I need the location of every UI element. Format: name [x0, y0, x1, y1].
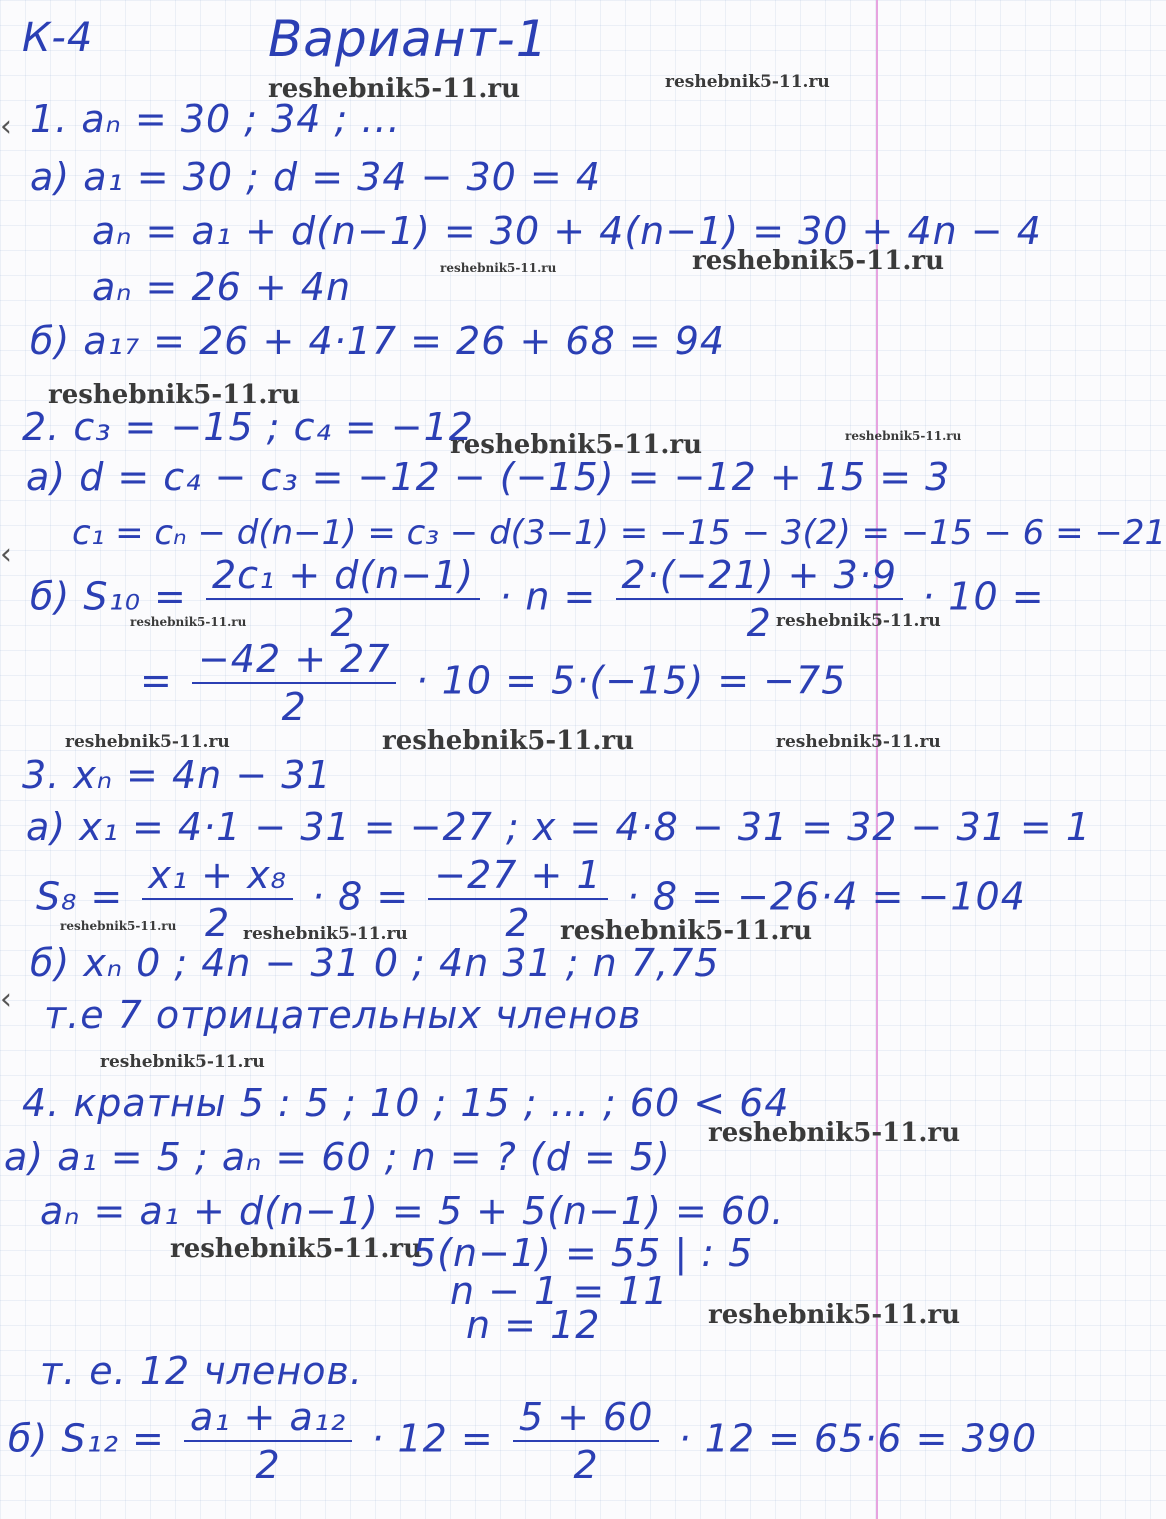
sum-formula-fraction [206, 553, 480, 645]
watermark: reshebnik5-11.ru [708, 1300, 961, 1330]
fraction-numerator: −42 + 27 [192, 640, 397, 684]
fraction-denominator: 2 [281, 685, 307, 729]
task4-line4: 5(n−1) = 55 | : 5 [412, 1231, 754, 1275]
fraction-numerator: −27 + 1 [428, 856, 607, 900]
watermark: reshebnik5-11.ru [382, 726, 635, 756]
task3-line4: б) xₙ 0 ; 4n − 31 0 ; 4n 31 ; n 7,75 [30, 941, 720, 985]
task3-line2: а) x₁ = 4·1 − 31 = −27 ; x = 4·8 − 31 = 32 − 31 = 1 [26, 805, 1091, 849]
watermark: reshebnik5-11.ru [776, 732, 941, 752]
task2-line4-mid: · n = [499, 574, 597, 619]
task2-line4 [30, 553, 1045, 645]
watermark: reshebnik5-11.ru [708, 1118, 961, 1148]
sum-formula-fraction [142, 853, 292, 945]
watermark: reshebnik5-11.ru [560, 916, 813, 946]
watermark: reshebnik5-11.ru [845, 429, 962, 443]
task4-line8-mid: · 12 = [371, 1416, 494, 1461]
fraction-denominator: 2 [746, 601, 772, 645]
watermark: reshebnik5-11.ru [170, 1234, 423, 1264]
variant-title: Вариант-1 [268, 10, 549, 68]
task4-line8 [8, 1395, 1038, 1487]
edge-mark: ‹ [0, 982, 12, 1017]
task1-line3: aₙ = a₁ + d(n−1) = 30 + 4(n−1) = 30 + 4n − 4 [92, 209, 1042, 253]
task1-line1: 1. aₙ = 30 ; 34 ; ... [30, 97, 401, 141]
watermark: reshebnik5-11.ru [692, 246, 945, 276]
task3-line3 [36, 853, 1026, 946]
watermark: reshebnik5-11.ru [60, 919, 177, 933]
task3-line5: т.е 7 отрицательных членов [44, 993, 642, 1037]
fraction-denominator: 2 [255, 1443, 281, 1487]
substituted-fraction [513, 1395, 660, 1487]
task2-line5-tail: · 10 = 5·(−15) = −75 [415, 658, 847, 703]
fraction-denominator: 2 [573, 1443, 599, 1487]
substituted-fraction [428, 853, 607, 945]
task4-line2: а) a₁ = 5 ; aₙ = 60 ; n = ? (d = 5) [4, 1135, 671, 1179]
task4-line8-tail: · 12 = 65·6 = 390 [678, 1416, 1038, 1461]
task4-line7: т. е. 12 членов. [40, 1349, 363, 1393]
watermark: reshebnik5-11.ru [776, 611, 941, 631]
watermark: reshebnik5-11.ru [130, 615, 247, 629]
substituted-fraction [616, 553, 904, 645]
task3-line1: 3. xₙ = 4n − 31 [22, 753, 332, 797]
edge-mark: ‹ [0, 109, 12, 144]
watermark: reshebnik5-11.ru [100, 1052, 265, 1072]
task2-line4-tail: · 10 = [922, 574, 1045, 619]
fraction-numerator: 2c₁ + d(n−1) [206, 556, 480, 600]
fraction-numerator: 2·(−21) + 3·9 [616, 556, 904, 600]
task2-line4-lhs: б) S₁₀ = [30, 574, 187, 619]
watermark: reshebnik5-11.ru [65, 732, 230, 752]
sum-formula-fraction [184, 1395, 352, 1487]
fraction-numerator: 5 + 60 [513, 1398, 660, 1442]
task4-line6: n = 12 [466, 1303, 601, 1347]
task1-line4: aₙ = 26 + 4n [92, 265, 352, 309]
fraction-numerator: a₁ + a₁₂ [184, 1398, 352, 1442]
task4-line1: 4. кратны 5 : 5 ; 10 ; 15 ; ... ; 60 < 64 [22, 1081, 790, 1125]
task2-line1: 2. c₃ = −15 ; c₄ = −12 [22, 405, 474, 449]
watermark: reshebnik5-11.ru [665, 72, 830, 92]
task4-line3: aₙ = a₁ + d(n−1) = 5 + 5(n−1) = 60. [40, 1189, 785, 1233]
result-fraction [192, 637, 397, 729]
task4-line5: n − 1 = 11 [450, 1269, 669, 1313]
watermark: reshebnik5-11.ru [440, 261, 557, 275]
edge-mark: ‹ [0, 537, 12, 572]
task2-line5 [140, 637, 847, 729]
fraction-numerator: x₁ + x₈ [142, 856, 292, 900]
watermark: reshebnik5-11.ru [450, 430, 703, 460]
task1-line5: б) a₁₇ = 26 + 4·17 = 26 + 68 = 94 [30, 319, 726, 363]
task4-line8-lhs: б) S₁₂ = [8, 1416, 165, 1461]
task2-line3: c₁ = cₙ − d(n−1) = c₃ − d(3−1) = −15 − 3(2) = −15 − 6 = −21 [72, 513, 1166, 553]
watermark: reshebnik5-11.ru [268, 74, 521, 104]
task2-line5-eq: = [140, 658, 173, 703]
fraction-denominator: 2 [330, 601, 356, 645]
test-number: К-4 [22, 15, 94, 61]
fraction-denominator: 2 [205, 901, 231, 945]
watermark: reshebnik5-11.ru [48, 380, 301, 410]
fraction-denominator: 2 [505, 901, 531, 945]
task2-line2: а) d = c₄ − c₃ = −12 − (−15) = −12 + 15 = 3 [26, 455, 951, 499]
watermark: reshebnik5-11.ru [243, 924, 408, 944]
task3-line3-tail: · 8 = −26·4 = −104 [626, 874, 1026, 919]
task3-line3-mid: · 8 = [311, 874, 410, 919]
task3-line3-lhs: S₈ = [36, 874, 124, 919]
task1-line2: а) a₁ = 30 ; d = 34 − 30 = 4 [30, 155, 602, 199]
